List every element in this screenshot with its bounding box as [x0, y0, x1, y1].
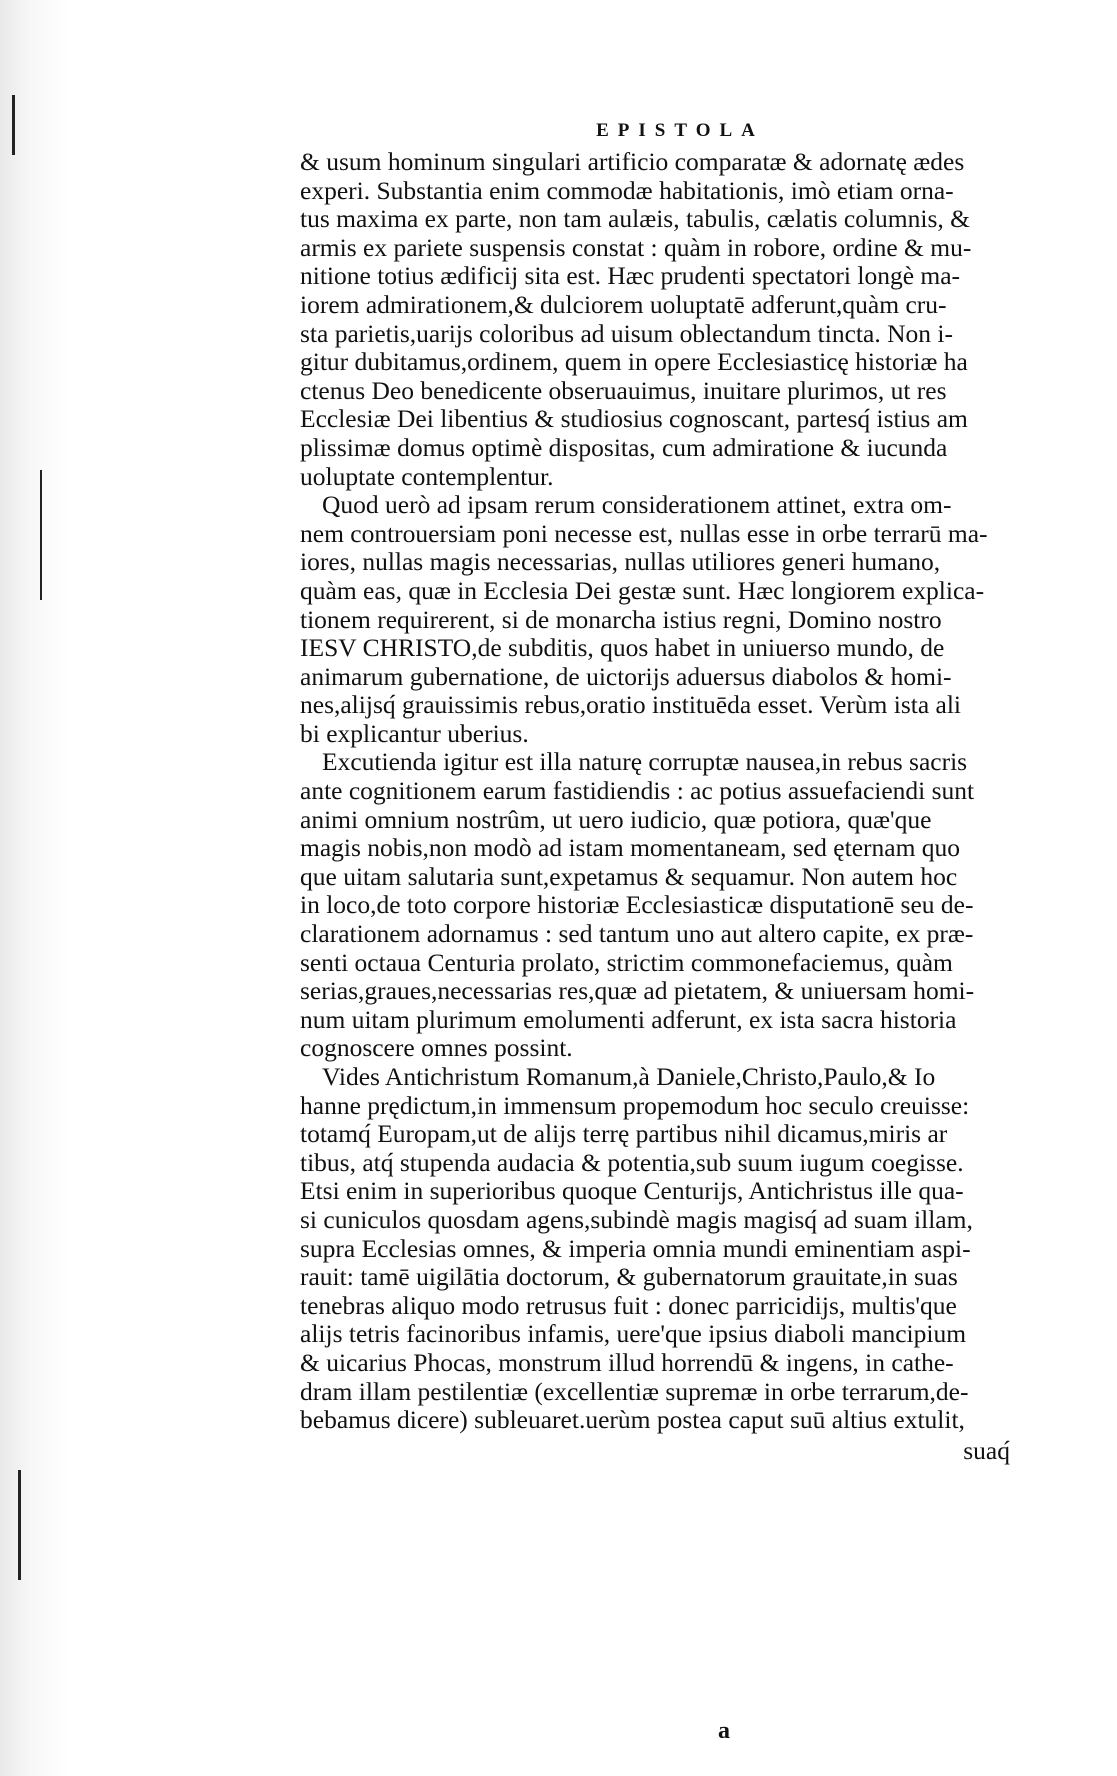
paragraph-4: [300, 1063, 1020, 1435]
scan-binding-edge: [0, 0, 70, 1776]
scan-speck: [12, 95, 15, 155]
text-line: dram illam pestilentiæ (excellentiæ supremæ in orbe terrarum,de-: [300, 1376, 969, 1406]
text-line: tus maxima ex parte, non tam aulæis, tabulis, cælatis columnis, &: [300, 204, 970, 234]
text-line: Ecclesiæ Dei libentius & studiosius cognoscant, partesq́ istius am: [300, 404, 968, 434]
text-line: & usum hominum singulari artificio comparatæ & adornatę ædes: [300, 147, 965, 176]
text-line: uoluptate contemplentur.: [300, 461, 554, 491]
text-line: & uicarius Phocas, monstrum illud horrendū & ingens, in cathe-: [300, 1347, 954, 1377]
running-head: EPISTOLA: [596, 120, 764, 141]
text-line: totamq́ Europam,ut de alijs terrę partibus nihil dicamus,miris ar: [300, 1119, 948, 1149]
scan-speck: [40, 470, 42, 600]
text-line: rauit: tamē uigilātia doctorum, & gubernatorum grauitate,in suas: [300, 1262, 958, 1292]
text-line: nes,alijsq́ grauissimis rebus,oratio instituēda esset. Verùm ista ali: [300, 690, 962, 720]
text-line: sta parietis,uarijs coloribus ad uisum oblectandum tincta. Non i-: [300, 318, 953, 348]
text-line: IESV CHRISTO,de subditis, quos habet in uniuerso mundo, de: [300, 633, 945, 663]
text-line: Excutienda igitur est illa naturę corruptæ nausea,in rebus sacris: [322, 747, 968, 777]
text-line: armis ex pariete suspensis constat : quàm in robore, ordine & mu-: [300, 232, 972, 262]
text-line: animi omnium nostrûm, ut uero iudicio, quæ potiora, quæ'que: [300, 804, 932, 834]
text-line: Vides Antichristum Romanum,à Daniele,Christo,Paulo,& Io: [322, 1062, 936, 1091]
page-body: [300, 120, 1020, 1467]
text-line: gitur dubitamus,ordinem, quem in opere Ecclesiasticę historiæ ha: [300, 347, 968, 377]
text-line: ctenus Deo benedicente obseruauimus, inuitare plurimos, ut res: [300, 375, 947, 405]
text-line: magis nobis,non modò ad istam momentaneam, sed ęternam quo: [300, 833, 961, 863]
text-line: Quod uerò ad ipsam rerum considerationem attinet, extra om-: [322, 490, 952, 520]
text-line: si cuniculos quosdam agens,subindè magis magisq́ ad suam illam,: [300, 1204, 973, 1234]
paragraph-3: [300, 748, 1020, 1063]
text-line: nitione totius ædificij sita est. Hæc prudenti spectatori longè ma-: [300, 261, 961, 291]
text-line: alijs tetris facinoribus infamis, uere'que ipsius diaboli mancipium: [300, 1319, 967, 1349]
text-line: ante cognitionem earum fastidiendis : ac potius assuefaciendi sunt: [300, 776, 975, 806]
text-line: in loco,de toto corpore historiæ Ecclesiasticæ disputationē seu de-: [300, 890, 974, 920]
text-line: nem controuersiam poni necesse est, nullas esse in orbe terrarū ma-: [300, 518, 988, 548]
text-line: bi explicantur uberius.: [300, 718, 529, 748]
text-line: iorem admirationem,& dulciorem uoluptatē adferunt,quàm cru-: [300, 289, 947, 319]
text-line: supra Ecclesias omnes, & imperia omnia mundi eminentiam aspi-: [300, 1233, 971, 1263]
text-line: bebamus dicere) subleuaret.uerùm postea caput suū altius extulit,: [300, 1405, 965, 1435]
text-line: hanne prędictum,in immensum propemodum hoc seculo creuisse:: [300, 1090, 970, 1120]
text-line: cognoscere omnes possint.: [300, 1033, 573, 1063]
text-line: clarationem adornamus : sed tantum uno aut altero capite, ex præ-: [300, 919, 974, 949]
text-line: Etsi enim in superioribus quoque Centurijs, Antichristus ille qua-: [300, 1176, 964, 1206]
text-line: quàm eas, quæ in Ecclesia Dei gestæ sunt. Hæc longiorem explica-: [300, 575, 985, 605]
text-line: tibus, atq́ stupenda audacia & potentia,sub suum iugum coegisse.: [300, 1147, 964, 1177]
paragraph-2: [300, 491, 1020, 748]
text-line: senti octaua Centuria prolato, strictim commonefaciemus, quàm: [300, 947, 953, 977]
text-line: num uitam plurimum emolumenti adferunt, ex ista sacra historia: [300, 1004, 957, 1034]
paragraph-1: [300, 148, 1020, 491]
text-line: iores, nullas magis necessarias, nullas utiliores generi humano,: [300, 547, 941, 577]
text-line: experi. Substantia enim commodæ habitationis, imò etiam orna-: [300, 175, 954, 205]
signature-mark: a: [718, 1718, 730, 1744]
text-line: serias,graues,necessarias res,quæ ad pietatem, & uniuersam homi-: [300, 976, 975, 1006]
text-line: que uitam salutaria sunt,expetamus & sequamur. Non autem hoc: [300, 861, 958, 891]
scan-speck: [18, 1470, 21, 1580]
text-line: tionem requirerent, si de monarcha istius regni, Domino nostro: [300, 604, 942, 634]
text-line: tenebras aliquo modo retrusus fuit : donec parricidijs, multis'que: [300, 1290, 957, 1320]
catchword: suaq́: [963, 1435, 1010, 1465]
text-line: animarum gubernatione, de uictorijs aduersus diabolos & homi-: [300, 661, 952, 691]
text-line: plissimæ domus optimè dispositas, cum admiratione & iucunda: [300, 432, 948, 462]
